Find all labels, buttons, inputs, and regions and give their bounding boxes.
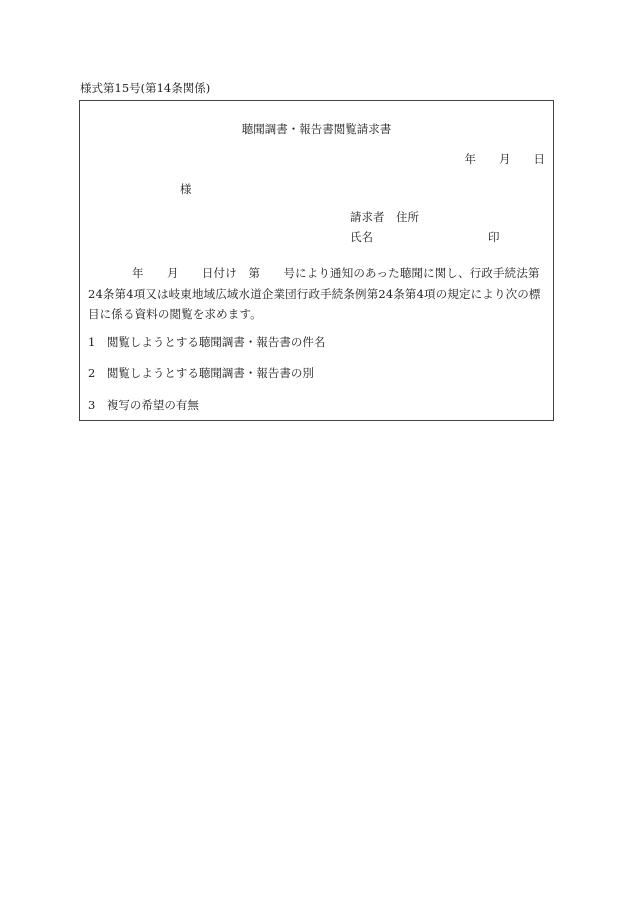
- date-line: 年 月 日: [464, 152, 545, 166]
- form-number-label: 様式第15号(第14条関係): [80, 81, 211, 95]
- requester-address-label: 請求者 住所: [350, 210, 419, 224]
- list-item-subject: 1 閲覧しようとする聴聞調書・報告書の件名: [88, 335, 326, 349]
- list-item-type: 2 閲覧しようとする聴聞調書・報告書の別: [88, 366, 314, 380]
- request-body-sentence: 年 月 日付け 第 号により通知のあった聴聞に関し、行政手続法第24条第4項又は岐東地域広域水道企業団行政手続条例第24条第4項の規定により次の標目に係る資料の閲覧を求めます。: [88, 266, 541, 321]
- requester-name-label: 氏名: [350, 230, 373, 244]
- seal-mark: 印: [488, 230, 500, 244]
- addressee-honorific: 様: [180, 182, 192, 196]
- form-title: 聴聞調書・報告書閲覧請求書: [241, 122, 392, 136]
- list-item-copy-request: 3 複写の希望の有無: [88, 398, 199, 412]
- request-form-frame: [79, 100, 554, 421]
- request-body-text: [88, 263, 548, 325]
